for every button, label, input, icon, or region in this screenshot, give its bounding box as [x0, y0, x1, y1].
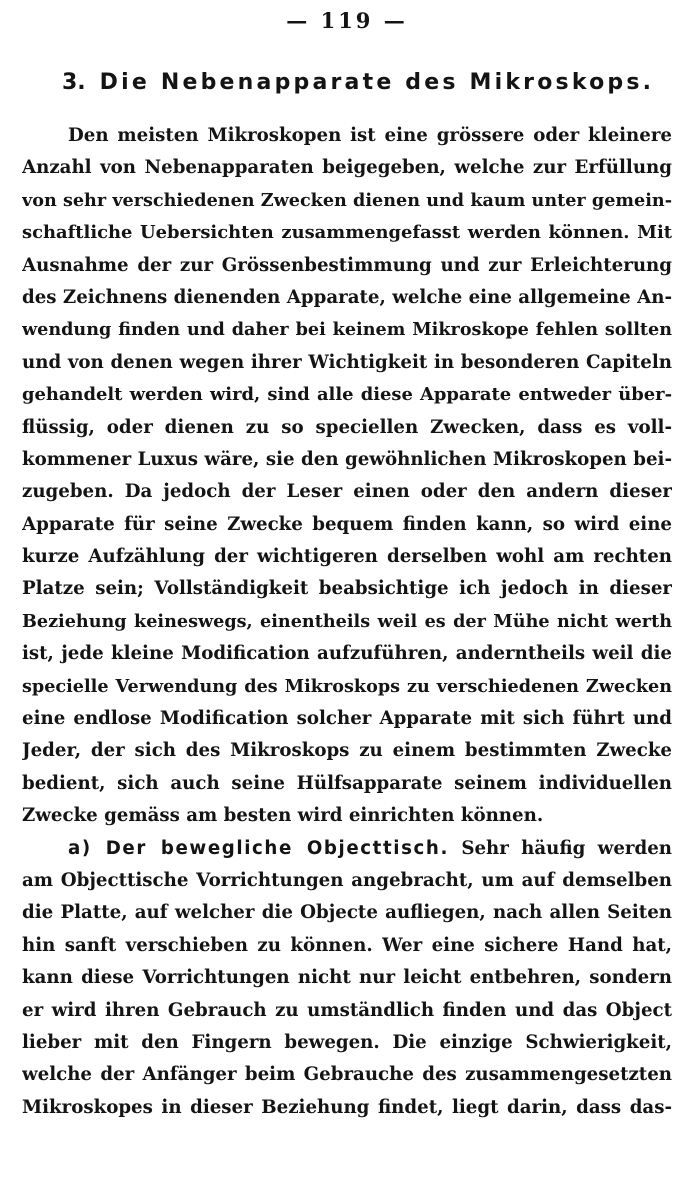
text-line: von sehr verschiedenen Zwecken dienen und kaum unter gemein- [22, 189, 672, 211]
text-line: flüssig, oder dienen zu so speciellen Zwecken, dass es voll- [22, 416, 672, 438]
subsection-heading: a) Der bewegliche Objecttisch. [68, 837, 449, 859]
text-line: ist, jede kleine Modification aufzuführen, anderntheils weil die [22, 643, 672, 665]
subsection-first-line-text: Sehr häufig werden [461, 837, 672, 859]
text-line: und von denen wegen ihrer Wichtigkeit in besonderen Capiteln [22, 351, 672, 373]
text-line: kann diese Vorrichtungen nicht nur leicht entbehren, sondern [22, 967, 672, 989]
subsection-first-line [22, 833, 672, 865]
text-line: welche der Anfänger beim Gebrauche des zusammengesetzten [22, 1064, 672, 1086]
text-line: Mikroskopes in dieser Beziehung findet, liegt darin, dass das- [22, 1096, 672, 1118]
text-line: die Platte, auf welcher die Objecte aufliegen, nach allen Seiten [22, 902, 672, 924]
body-text [22, 120, 672, 1124]
text-line: Zwecke gemäss am besten wird einrichten können. [22, 805, 544, 827]
section-number: 3. [62, 70, 86, 95]
text-line: wendung finden und daher bei keinem Mikroskope fehlen sollten [22, 319, 672, 341]
text-line: hin sanft verschieben zu können. Wer eine sichere Hand hat, [22, 934, 672, 956]
text-line: gehandelt werden wird, sind alle diese Apparate entweder über- [22, 384, 672, 406]
text-line: Apparate für seine Zwecke bequem finden kann, so wird eine [22, 513, 672, 535]
text-line: schaftliche Uebersichten zusammengefasst werden können. Mit [22, 222, 672, 244]
text-line: eine endlose Modification solcher Apparate mit sich führt und [22, 708, 672, 730]
text-line: kommener Luxus wäre, sie den gewöhnlichen Mikroskopen bei- [22, 448, 672, 470]
text-line: lieber mit den Fingern bewegen. Die einzige Schwierigkeit, [22, 1031, 672, 1053]
text-line: Jeder, der sich des Mikroskops zu einem bestimmten Zwecke [22, 740, 672, 762]
text-line: kurze Aufzählung der wichtigeren derselben wohl am rechten [22, 546, 672, 568]
text-line: Beziehung keineswegs, einentheils weil es der Mühe nicht werth [22, 610, 672, 632]
text-line: Ausnahme der zur Grössenbestimmung und zur Erleichterung [22, 254, 672, 276]
section-heading [62, 70, 672, 95]
section-title: Die Nebenapparate des Mikroskops. [99, 70, 655, 95]
text-line: Platze sein; Vollständigkeit beabsichtige ich jedoch in dieser [22, 578, 672, 600]
text-line: zugeben. Da jedoch der Leser einen oder den andern dieser [22, 481, 672, 503]
text-line: bedient, sich auch seine Hülfsapparate seinem individuellen [22, 772, 672, 794]
text-line: des Zeichnens dienenden Apparate, welche eine allgemeine An- [22, 286, 672, 308]
text-line: Anzahl von Nebenapparaten beigegeben, welche zur Erfüllung [22, 157, 672, 179]
text-line: am Objecttische Vorrichtungen angebracht, um auf demselben [22, 869, 672, 891]
page-number: — 119 — [286, 8, 408, 33]
book-page [22, 0, 672, 1200]
text-line: Den meisten Mikroskopen ist eine grössere oder kleinere [68, 125, 672, 146]
text-line: er wird ihren Gebrauch zu umständlich finden und das Object [22, 999, 672, 1021]
text-line: specielle Verwendung des Mikroskops zu verschiedenen Zwecken [22, 675, 672, 697]
